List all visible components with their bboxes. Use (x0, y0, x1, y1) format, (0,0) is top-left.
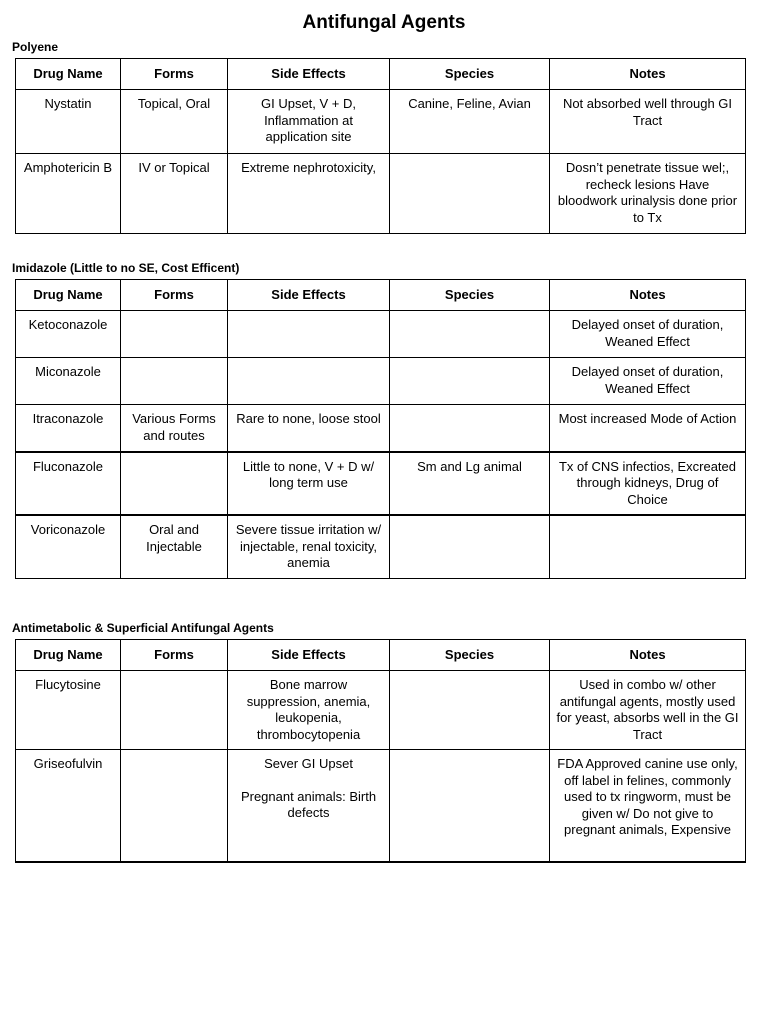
forms-cell: IV or Topical (121, 154, 228, 234)
notes-cell: Not absorbed well through GI Tract (550, 90, 746, 154)
table-row (16, 671, 746, 750)
table-header-row (16, 280, 746, 311)
imidazole-table (15, 279, 746, 579)
side-effects-cell: Rare to none, loose stool (228, 405, 390, 452)
header-side-effects: Side Effects (228, 640, 390, 671)
side-effects-cell: Little to none, V + D w/ long term use (228, 452, 390, 516)
header-forms: Forms (121, 640, 228, 671)
header-drug-name: Drug Name (16, 280, 121, 311)
forms-cell: Various Forms and routes (121, 405, 228, 452)
forms-cell (121, 452, 228, 516)
side-effects-cell: GI Upset, V + D, Inflammation at application site (228, 90, 390, 154)
species-cell (390, 750, 550, 862)
side-effects-line: Pregnant animals: Birth defects (240, 788, 377, 820)
drug-name-cell: Griseofulvin (16, 750, 121, 862)
drug-name-cell: Miconazole (16, 358, 121, 405)
table-row (16, 154, 746, 234)
drug-name-cell: Flucytosine (16, 671, 121, 750)
header-notes: Notes (550, 640, 746, 671)
table-header-row (16, 59, 746, 90)
table-row (16, 358, 746, 405)
header-notes: Notes (550, 280, 746, 311)
notes-cell: FDA Approved canine use only, off label in felines, commonly used to tx ringworm, must be given w/ Do not give to pregnant animals, Expensive (550, 750, 746, 862)
drug-name-cell: Itraconazole (16, 405, 121, 452)
table-row (16, 452, 746, 516)
drug-name-cell: Ketoconazole (16, 311, 121, 358)
drug-name-cell: Nystatin (16, 90, 121, 154)
header-drug-name: Drug Name (16, 59, 121, 90)
species-cell (390, 154, 550, 234)
header-species: Species (390, 280, 550, 311)
table-row (16, 90, 746, 154)
section-heading-polyene: Polyene (12, 40, 59, 54)
notes-cell: Tx of CNS infectios, Excreated through kidneys, Drug of Choice (550, 452, 746, 516)
polyene-table (15, 58, 746, 234)
side-effects-cell: Severe tissue irritation w/ injectable, renal toxicity, anemia (228, 515, 390, 578)
species-cell: Sm and Lg animal (390, 452, 550, 516)
forms-cell (121, 311, 228, 358)
section-heading-imidazole: Imidazole (Little to no SE, Cost Efficent) (12, 261, 240, 275)
side-effects-cell: Extreme nephrotoxicity, (228, 154, 390, 234)
species-cell (390, 311, 550, 358)
header-side-effects: Side Effects (228, 280, 390, 311)
notes-cell: Delayed onset of duration, Weaned Effect (550, 311, 746, 358)
header-drug-name: Drug Name (16, 640, 121, 671)
document-title: Antifungal Agents (302, 12, 466, 33)
species-cell (390, 671, 550, 750)
notes-cell: Most increased Mode of Action (550, 405, 746, 452)
species-cell (390, 405, 550, 452)
species-cell: Canine, Feline, Avian (390, 90, 550, 154)
drug-name-cell: Fluconazole (16, 452, 121, 516)
table-row (16, 515, 746, 578)
section-heading-antimetabolic: Antimetabolic & Superficial Antifungal Agents (12, 621, 274, 635)
table-row (16, 405, 746, 452)
drug-name-cell: Amphotericin B (16, 154, 121, 234)
side-effects-cell: Bone marrow suppression, anemia, leukopenia, thrombocytopenia (228, 671, 390, 750)
species-cell (390, 515, 550, 578)
forms-cell: Topical, Oral (121, 90, 228, 154)
notes-cell: Delayed onset of duration, Weaned Effect (550, 358, 746, 405)
notes-cell: Dosn’t penetrate tissue wel;, recheck lesions Have bloodwork urinalysis done prior to Tx (550, 154, 746, 234)
side-effects-cell (228, 358, 390, 405)
forms-cell (121, 358, 228, 405)
side-effects-line: Sever GI Upset (264, 756, 353, 771)
forms-cell (121, 750, 228, 862)
header-species: Species (390, 59, 550, 90)
forms-cell: Oral and Injectable (121, 515, 228, 578)
header-side-effects: Side Effects (228, 59, 390, 90)
header-notes: Notes (550, 59, 746, 90)
paragraph-gap (233, 773, 384, 789)
species-cell (390, 358, 550, 405)
side-effects-cell (228, 750, 390, 862)
drug-name-cell: Voriconazole (16, 515, 121, 578)
table-row (16, 750, 746, 862)
notes-cell (550, 515, 746, 578)
header-species: Species (390, 640, 550, 671)
table-header-row (16, 640, 746, 671)
side-effects-cell (228, 311, 390, 358)
table-row (16, 311, 746, 358)
forms-cell (121, 671, 228, 750)
notes-cell: Used in combo w/ other antifungal agents, mostly used for yeast, absorbs well in the GI Tract (550, 671, 746, 750)
header-forms: Forms (121, 59, 228, 90)
antimetabolic-table (15, 639, 746, 863)
header-forms: Forms (121, 280, 228, 311)
